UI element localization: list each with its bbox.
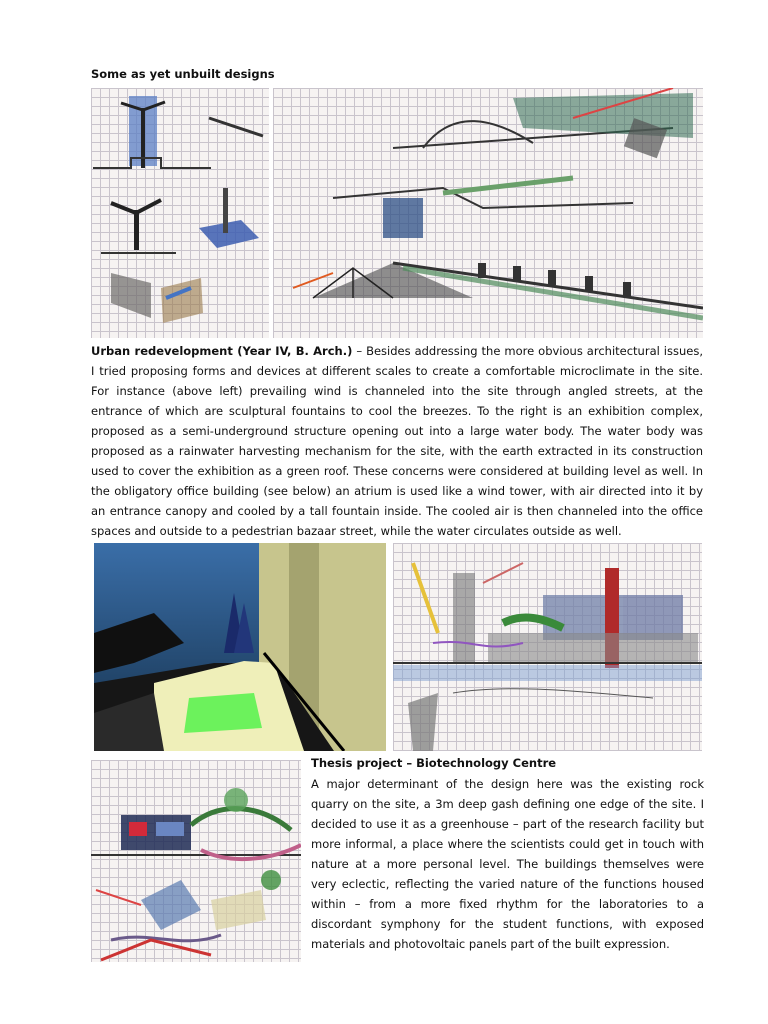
- exhibition-sketch-image: [273, 88, 703, 338]
- office-elevation-sketch-image: [393, 543, 702, 751]
- urban-redevelopment-title: Urban redevelopment (Year IV, B. Arch.): [91, 344, 353, 358]
- urban-redevelopment-paragraph: [91, 341, 703, 541]
- fountain-sketch-image: [91, 88, 269, 338]
- thesis-title: Thesis project – Biotechnology Centre: [311, 756, 557, 770]
- office-render-image: [94, 543, 386, 751]
- page-heading: Some as yet unbuilt designs: [91, 67, 275, 81]
- biotech-sketch-image: [91, 760, 301, 962]
- thesis-paragraph: A major determinant of the design here was the existing rock quarry on the site, a 3m deep gash defining one edge of the site. I decided to use it as a greenhouse – part of the research facility but more informal, a place where the scientists could get in touch with nature at a more personal level. The buildings themselves were very eclectic, reflecting the varied nature of the functions housed within – from a more fixed rhythm for the laboratories to a discordant symphony for the student functions, with exposed materials and photovoltaic panels part of the built expression.: [311, 777, 704, 951]
- urban-redevelopment-body: – Besides addressing the more obvious architectural issues, I tried proposing forms and devices at different scales to create a comfortable microclimate in the site. For instance (above left) prevailing wind is channeled into the site through angled streets, at the entrance of which are sculptural fountains to cool the breezes. To the right is an exhibition complex, proposed as a semi-underground structure opening out into a large water body. The water body was proposed as a rainwater harvesting mechanism for the site, with the earth extracted in its construction used to cover the exhibition as a green roof. These concerns were considered at building level as well. In the obligatory office building (see below) an atrium is used like a wind tower, with air directed into it by an entrance canopy and cooled by a tall fountain inside. The cooled air is then channeled into the office spaces and outside to a pedestrian bazaar street, while the water circulates outside as well.: [91, 344, 703, 538]
